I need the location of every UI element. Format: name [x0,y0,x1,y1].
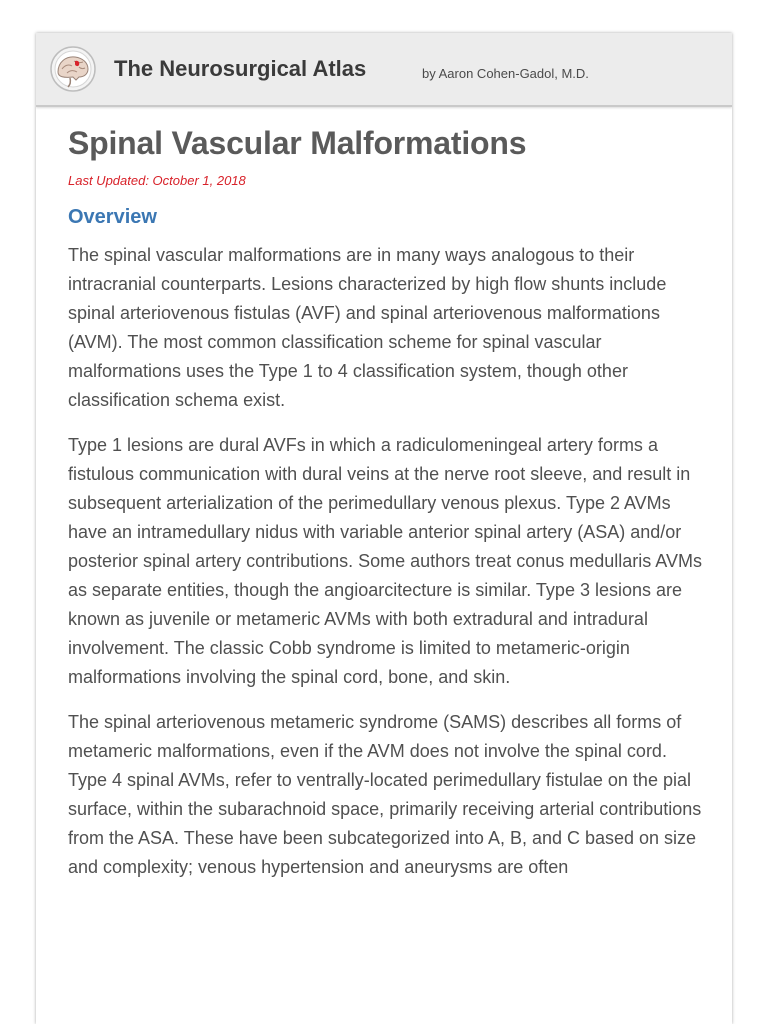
page-frame [36,33,732,1024]
paragraph: The spinal arteriovenous metameric syndrome (SAMS) describes all forms of metameric malformations, even if the AVM does not involve the spinal cord. Type 4 spinal AVMs, refer to ventrally-located perimedullary fistulae on the pial surface, within the subarachnoid space, primarily receiving arterial contributions from the ASA. These have been subcategorized into A, B, and C based on size and complexity; venous hypertension and aneurysms are often [68,712,702,877]
paragraph: Type 1 lesions are dural AVFs in which a radiculomeningeal artery forms a fistulous communication with dural veins at the nerve root sleeve, and result in subsequent arterialization of the perimedullary venous plexus. Type 2 AVMs have an intramedullary nidus with variable anterior spinal artery (ASA) and/or posterior spinal artery contributions. Some authors treat conus medullaris AVMs as separate entities, though the angioarcitecture is similar. Type 3 lesions are known as juvenile or metameric AVMs with both extradural and intradural involvement. The classic Cobb syndrome is limited to metameric-origin malformations involving the spinal cord, bone, and skin. [68,435,702,687]
section-heading-overview: Overview [68,206,157,228]
paragraph: The spinal vascular malformations are in many ways analogous to their intracranial counterparts. Lesions characterized by high flow shunts include spinal arteriovenous fistulas (AVF) and spinal arteriovenous malformations (AVM). The most common classification scheme for spinal vascular malformations uses the Type 1 to 4 classification system, though other classification schema exist. [68,245,667,410]
site-title[interactable]: The Neurosurgical Atlas [114,56,367,81]
site-byline: by Aaron Cohen-Gadol, M.D. [422,66,589,81]
page-title: Spinal Vascular Malformations [68,125,527,161]
brain-logo-icon[interactable] [49,45,97,93]
article-content [68,123,708,882]
site-header [36,33,732,107]
last-updated: Last Updated: October 1, 2018 [68,173,246,188]
